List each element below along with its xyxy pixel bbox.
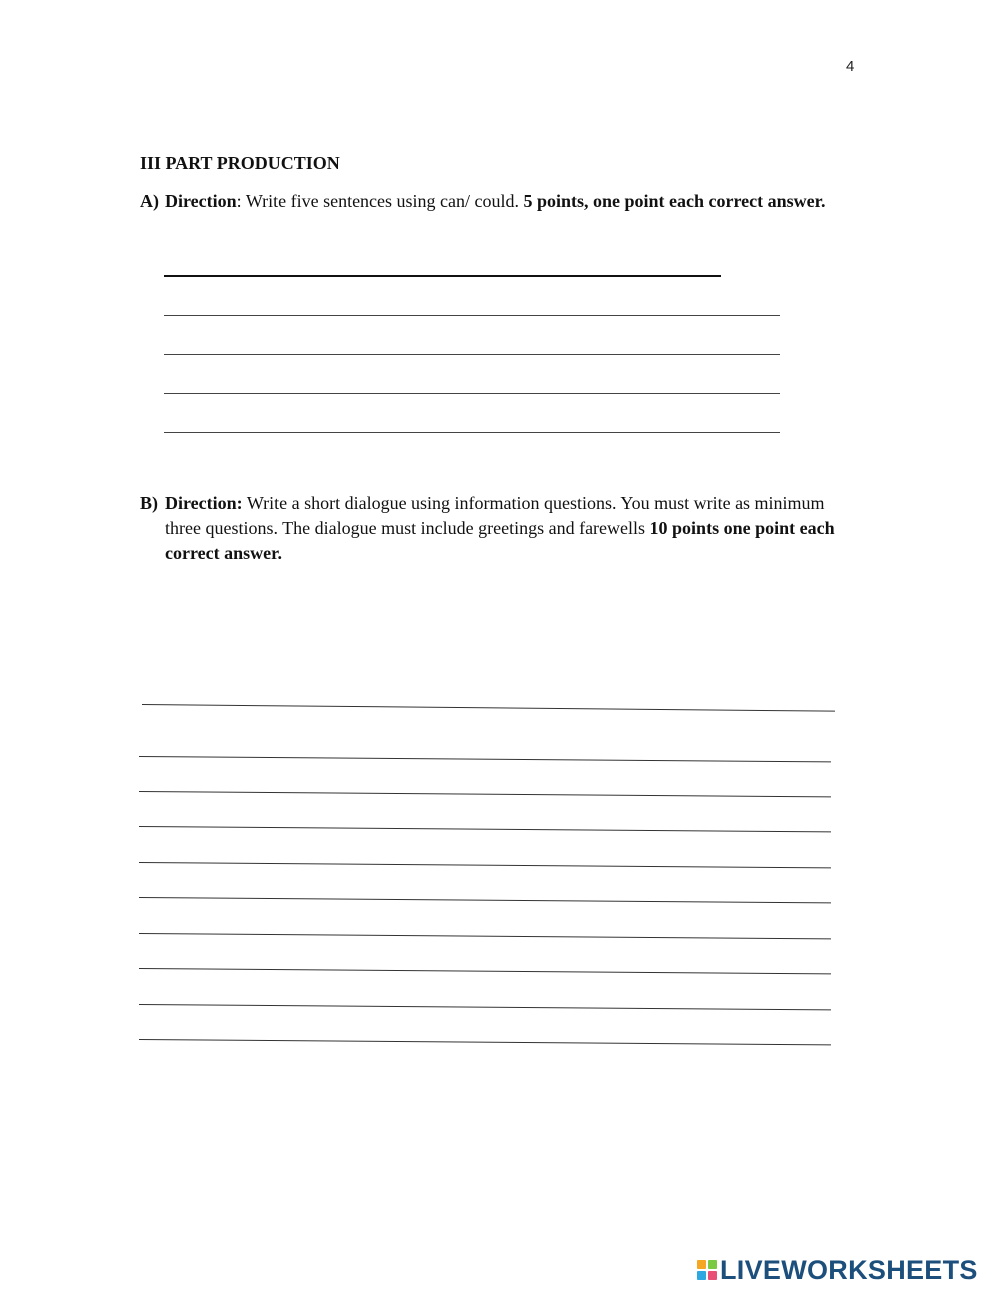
direction-b-body [140,491,858,566]
logo-text: LIVEWORKSHEETS [720,1254,978,1285]
page-number: 4 [846,58,855,75]
liveworksheets-logo [697,1254,978,1286]
answer-line-a-4[interactable] [164,393,780,394]
logo-block-1 [697,1260,706,1269]
answer-line-b-8[interactable] [139,968,831,974]
answer-line-b-6[interactable] [139,897,831,903]
answer-line-b-9[interactable] [139,1004,831,1010]
answer-line-b-2[interactable] [139,756,831,762]
logo-blocks-icon [697,1260,717,1280]
logo-block-2 [708,1260,717,1269]
direction-a-marker: A) [140,191,159,211]
answer-line-b-5[interactable] [139,862,831,868]
logo-block-4 [708,1271,717,1280]
answer-line-a-1[interactable] [164,275,721,277]
direction-a-body [140,189,840,214]
answer-line-b-1[interactable] [142,704,835,712]
answer-line-b-3[interactable] [139,791,831,797]
direction-b-text: Write a short dialogue using information questions. You must write as minimum three questions. The dialogue must include greetings and farewells [165,493,825,538]
answer-line-b-7[interactable] [139,933,831,939]
logo-block-3 [697,1271,706,1280]
direction-b-points: 10 points one point each correct answer. [165,518,835,563]
direction-a-text: : Write five sentences using can/ could. [236,191,524,211]
direction-a [140,189,840,214]
answer-line-b-10[interactable] [139,1039,831,1045]
direction-b-marker: B) [140,493,158,513]
direction-a-label: Direction [165,191,237,211]
answer-line-a-5[interactable] [164,432,780,433]
answer-line-a-3[interactable] [164,354,780,355]
answer-line-a-2[interactable] [164,315,780,316]
direction-a-points: 5 points, one point each correct answer. [523,191,826,211]
answer-line-b-4[interactable] [139,826,831,832]
section-title: III PART PRODUCTION [140,153,340,173]
direction-b [140,491,858,566]
direction-b-label: Direction: [165,493,243,513]
